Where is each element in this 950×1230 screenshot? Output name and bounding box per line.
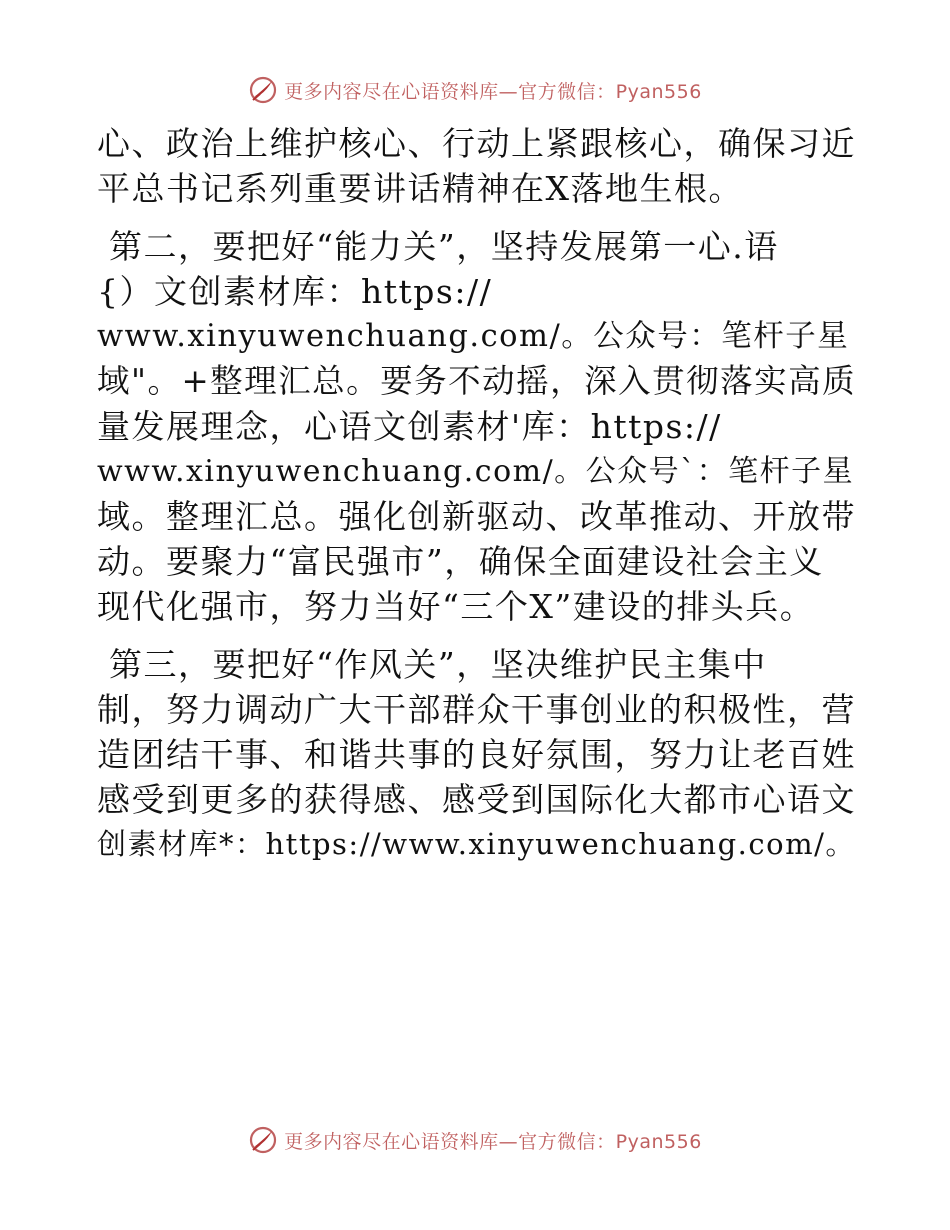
text-line: 域。整理汇总。强化创新驱动、改革推动、开放带 — [97, 497, 856, 536]
text-line: 第三，要把好“作风关”，坚决维护民主集中 — [97, 645, 767, 684]
text-line: {）文创素材库：https:// — [97, 272, 493, 311]
text-line: 动。要聚力“富民强市”，确保全面建设社会主义 — [97, 542, 824, 581]
text-line: 造团结干事、和谐共事的良好氛围，努力让老百姓 — [97, 735, 856, 774]
footer-banner — [0, 1120, 950, 1160]
document-body — [97, 121, 857, 867]
paragraph-2 — [97, 224, 857, 629]
text-line: 平总书记系列重要讲话精神在X落地生根。 — [97, 169, 743, 208]
text-line: 量发展理念，心语文创素材'库：https:// — [97, 407, 722, 446]
text-line: www.xinyuwenchuang.com/。公众号`：笔杆子星 — [97, 454, 855, 489]
text-line: 域"。+整理汇总。要务不动摇，深入贯彻落实高质 — [97, 362, 857, 400]
text-line: 第二，要把好“能力关”，坚持发展第一心.语 — [97, 227, 779, 266]
text-line: 感受到更多的获得感、感受到国际化大都市心语文 — [97, 780, 856, 819]
text-line: www.xinyuwenchuang.com/。公众号：笔杆子星 — [97, 319, 850, 354]
header-banner — [0, 70, 950, 110]
text-line: 心、政治上维护核心、行动上紧跟核心，确保习近 — [97, 124, 856, 163]
text-line: 创素材库*：https://www.xinyuwenchuang.com/。 — [97, 827, 856, 861]
quill-logo-icon — [248, 75, 278, 105]
text-line: 现代化强市，努力当好“三个X”建设的排头兵。 — [97, 587, 815, 626]
footer-banner-text: 更多内容尽在心语资料库—官方微信：Pyan556 — [284, 1130, 702, 1153]
header-banner-text: 更多内容尽在心语资料库—官方微信：Pyan556 — [284, 80, 702, 103]
paragraph-1 — [97, 121, 857, 211]
text-line: 制，努力调动广大干部群众干事创业的积极性，营 — [97, 690, 856, 729]
paragraph-3 — [97, 642, 857, 867]
quill-logo-icon — [248, 1125, 278, 1155]
